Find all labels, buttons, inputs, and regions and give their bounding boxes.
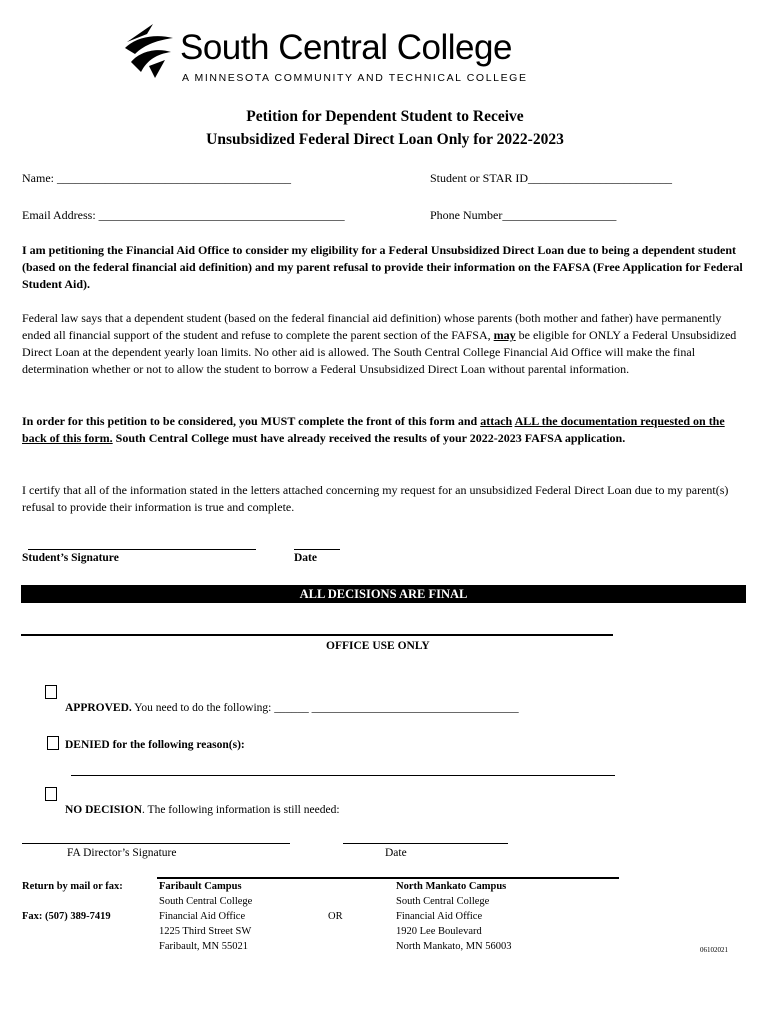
requirement-documentation: ALL the documentation requested on the back of this form. [22, 414, 725, 445]
phone-field[interactable]: Phone Number___________________ [430, 208, 617, 222]
office-divider [21, 634, 613, 636]
denied-label: DENIED for the following reason(s): [65, 739, 245, 751]
federal-law-paragraph [22, 310, 750, 378]
no-decision-checkbox[interactable] [45, 787, 57, 801]
faribault-city: Faribault, MN 55021 [159, 941, 248, 952]
approved-line [65, 702, 519, 714]
certification-statement: I certify that all of the information stated in the letters attached concerning my request for an unsubsidized Federal Direct Loan due to my parent(s) refusal to provide their information is true and complete. [22, 483, 729, 514]
student-id-field[interactable]: Student or STAR ID________________________ [430, 171, 673, 185]
requirement-paragraph [22, 413, 750, 447]
director-date-label: Date [385, 847, 407, 859]
mankato-street: 1920 Lee Boulevard [396, 926, 482, 937]
fax-number: Fax: (507) 389-7419 [22, 911, 111, 922]
requirement-text-1: In order for this petition to be considered, you MUST complete the front of this form and [22, 414, 481, 428]
faribault-college: South Central College [159, 896, 253, 907]
name-field[interactable]: Name: _______________________________________ [22, 171, 291, 185]
no-decision-label: NO DECISION [65, 804, 143, 816]
decisions-final-banner: ALL DECISIONS ARE FINAL [21, 585, 746, 603]
student-signature-label: Student’s Signature [22, 552, 119, 564]
law-may-emphasis: may [493, 328, 516, 342]
email-field[interactable]: Email Address: _________________________________________ [22, 208, 345, 222]
mankato-college: South Central College [396, 896, 490, 907]
approved-label: APPROVED. [65, 702, 132, 714]
requirement-text-5: South Central College must have already received the results of your 2022-2023 FAFSA application. [112, 431, 626, 445]
no-decision-line [65, 804, 340, 816]
approved-checkbox[interactable] [45, 685, 57, 699]
form-title-line1: Petition for Dependent Student to Receive [246, 108, 524, 125]
director-signature-label: FA Director’s Signature [67, 847, 177, 859]
faribault-street: 1225 Third Street SW [159, 926, 252, 937]
mankato-heading: North Mankato Campus [396, 881, 507, 892]
faribault-office: Financial Aid Office [159, 911, 246, 922]
petition-intro: I am petitioning the Financial Aid Office to consider my eligibility for a Federal Unsubsidized Direct Loan due to being a dependent student (based on the federal financial aid definition) and my parent refusal to provide their information on the FAFSA (Free Application for Federal Student Aid). [22, 243, 743, 291]
denied-checkbox[interactable] [47, 736, 59, 750]
approved-text: You need to do the following: ______ ____________________________________ [131, 702, 519, 714]
law-text-after: be eligible for ONLY a Federal Unsubsidized Direct Loan at the dependent yearly loan limits. No other aid is allowed. The South Central College Financial Aid Office will make the final determination whether or not to allow the student to borrow a Federal Unsubsidized Direct Loan without parental information. [22, 328, 737, 376]
mankato-office: Financial Aid Office [396, 911, 483, 922]
office-use-heading: OFFICE USE ONLY [326, 640, 430, 652]
no-decision-text: . The following information is still needed: [142, 804, 340, 816]
student-signature-line[interactable] [28, 549, 256, 550]
student-date-label: Date [294, 552, 317, 564]
college-name: South Central College [180, 28, 512, 67]
requirement-attach: attach [480, 414, 513, 428]
college-tagline: A MINNESOTA COMMUNITY AND TECHNICAL COLLEGE [182, 72, 528, 84]
mankato-city: North Mankato, MN 56003 [396, 941, 512, 952]
denied-reason-line[interactable] [71, 775, 615, 776]
law-text-before: Federal law says that a dependent student (based on the federal financial aid definition) whose parents (both mother and father) have permanently ended all financial support of the student and refuse to complete the parent section of the FAFSA, [22, 311, 722, 342]
director-signature-line[interactable] [22, 843, 290, 844]
form-title-line2: Unsubsidized Federal Direct Loan Only for 2022-2023 [206, 131, 564, 148]
director-date-line[interactable] [343, 843, 508, 844]
faribault-heading: Faribault Campus [159, 881, 242, 892]
footer-divider [157, 877, 619, 879]
college-logo-icon [123, 22, 175, 80]
return-label: Return by mail or fax: [22, 881, 123, 892]
or-label: OR [328, 911, 343, 922]
student-date-line[interactable] [294, 549, 340, 550]
form-code: 06102021 [700, 946, 728, 954]
